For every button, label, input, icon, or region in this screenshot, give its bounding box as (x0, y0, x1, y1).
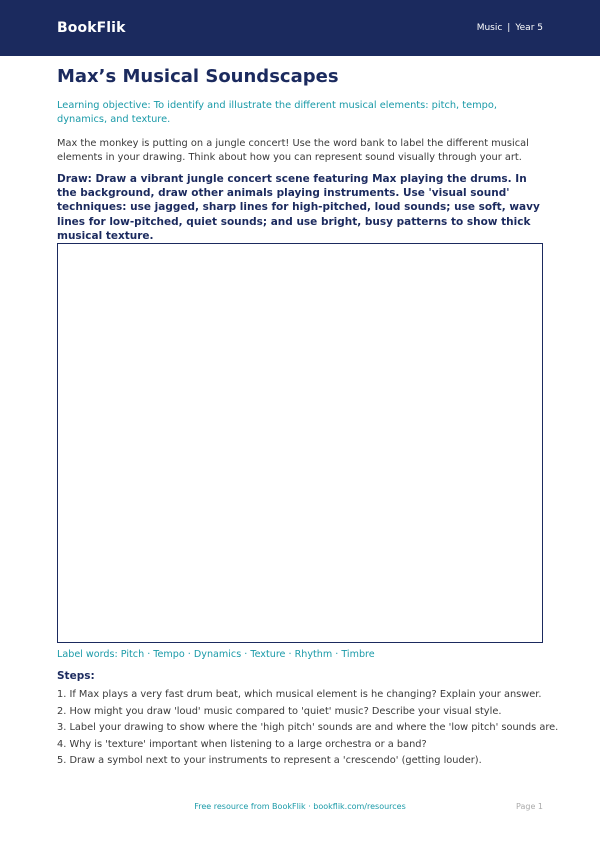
step-item: 2. How might you draw 'loud' music compared to 'quiet' music? Describe your visual style. (57, 705, 502, 717)
learning-objective: Learning objective: To identify and illustrate the different musical elements: pitch, tempo, dynamics, and texture. (57, 100, 498, 125)
brand-logo-text: BookFlik (57, 20, 126, 36)
step-item: 5. Draw a symbol next to your instruments to represent a 'crescendo' (getting louder). (57, 755, 482, 767)
step-item: 4. Why is 'texture' important when listening to a large orchestra or a band? (57, 738, 427, 750)
step-item: 1. If Max plays a very fast drum beat, which musical element is he changing? Explain your answer. (57, 689, 542, 700)
step-item: 3. Label your drawing to show where the 'high pitch' sounds are and where the 'low pitch' sounds are. (57, 722, 559, 734)
drawing-area[interactable] (57, 243, 543, 643)
page-number: Page 1 (516, 802, 543, 811)
header-separator: | (507, 23, 511, 33)
draw-prompt: Draw: Draw a vibrant jungle concert scene featuring Max playing the drums. In the background, draw other animals playing instruments. Use 'visual sound' techniques: use jagged, sharp lines for high-pitched, loud sounds; use soft, wavy lines for low-pitched, quiet sounds; and use bright, busy patterns to show thick musical texture. (57, 173, 540, 242)
steps-heading: Steps: (57, 670, 95, 682)
steps-list (57, 687, 559, 770)
year-label: Year 5 (515, 23, 543, 33)
subject-label: Music (476, 23, 503, 33)
subject-year-label (477, 23, 543, 33)
page-title: Max’s Musical Soundscapes (57, 66, 339, 87)
footer-resource-link[interactable]: Free resource from BookFlik · bookflik.com/resources (194, 802, 406, 811)
page-header (0, 0, 600, 56)
intro-paragraph: Max the monkey is putting on a jungle concert! Use the word bank to label the different musical elements in your drawing. Think about how you can represent sound visually through your art. (57, 138, 529, 163)
label-word-bank: Label words: Pitch · Tempo · Dynamics · Texture · Rhythm · Timbre (57, 649, 375, 660)
